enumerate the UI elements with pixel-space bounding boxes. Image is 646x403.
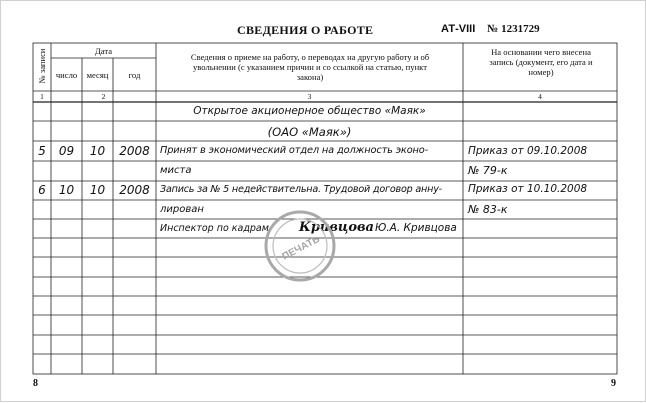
record-6-text-line2: лирован — [160, 204, 204, 215]
column-number-4: 4 — [538, 92, 542, 101]
month-header: месяц — [86, 70, 109, 80]
stamp-text: ПЕЧАТЬ — [280, 233, 322, 263]
record-5-day: 09 — [58, 144, 75, 158]
record-6-basis-line1: Приказ от 10.10.2008 — [468, 183, 588, 195]
year-header: год — [128, 70, 141, 80]
record-6-day: 10 — [58, 183, 75, 197]
record-6-basis-line2: № 83-к — [468, 203, 508, 216]
series-code: АТ-VIII — [441, 23, 476, 35]
record-6-year: 2008 — [119, 183, 150, 197]
column-number-1: 1 — [40, 92, 44, 101]
inspector-label: Инспектор по кадрам — [160, 223, 269, 234]
inspector-full-name: Ю.А. Кривцова — [375, 222, 457, 234]
inspector-signature: Кривцова — [299, 220, 374, 235]
column-number-3: 3 — [307, 92, 312, 101]
record-5-text-line2: миста — [160, 165, 192, 176]
seal-stamp — [263, 209, 337, 283]
record-5-basis-line2: № 79-к — [468, 164, 508, 177]
record-5-year: 2008 — [119, 144, 150, 158]
page-number-right: 9 — [611, 378, 616, 389]
record-6-text-line1: Запись за № 5 недействительна. Трудовой договор анну- — [160, 184, 442, 195]
record-6-number: 6 — [38, 183, 46, 197]
record-5-text-line1: Принят в экономический отдел на должность эконо- — [160, 145, 429, 156]
record-6-month: 10 — [89, 183, 106, 197]
info-header: Сведения о приеме на работу, о переводах на другую работу и об увольнении (с указанием причин и со ссылкой на статью, пункт закона) — [190, 52, 430, 82]
organization-name: Открытое акционерное общество «Маяк» — [193, 105, 426, 117]
record-5-basis-line1: Приказ от 09.10.2008 — [468, 145, 588, 157]
page-number-left: 8 — [33, 378, 38, 389]
record-number-header: № записи — [37, 48, 47, 84]
column-number-2: 2 — [101, 92, 106, 101]
day-header: число — [55, 70, 78, 80]
record-5-month: 10 — [89, 144, 106, 158]
basis-header: На основании чего внесена запись (документ, его дата и номер) — [489, 47, 593, 77]
record-5-number: 5 — [38, 144, 46, 158]
document-number: № 1231729 — [487, 23, 540, 35]
page-title: СВЕДЕНИЯ О РАБОТЕ — [237, 23, 374, 37]
organization-short-name: (ОАО «Маяк») — [267, 125, 352, 139]
date-header: Дата — [94, 46, 113, 56]
